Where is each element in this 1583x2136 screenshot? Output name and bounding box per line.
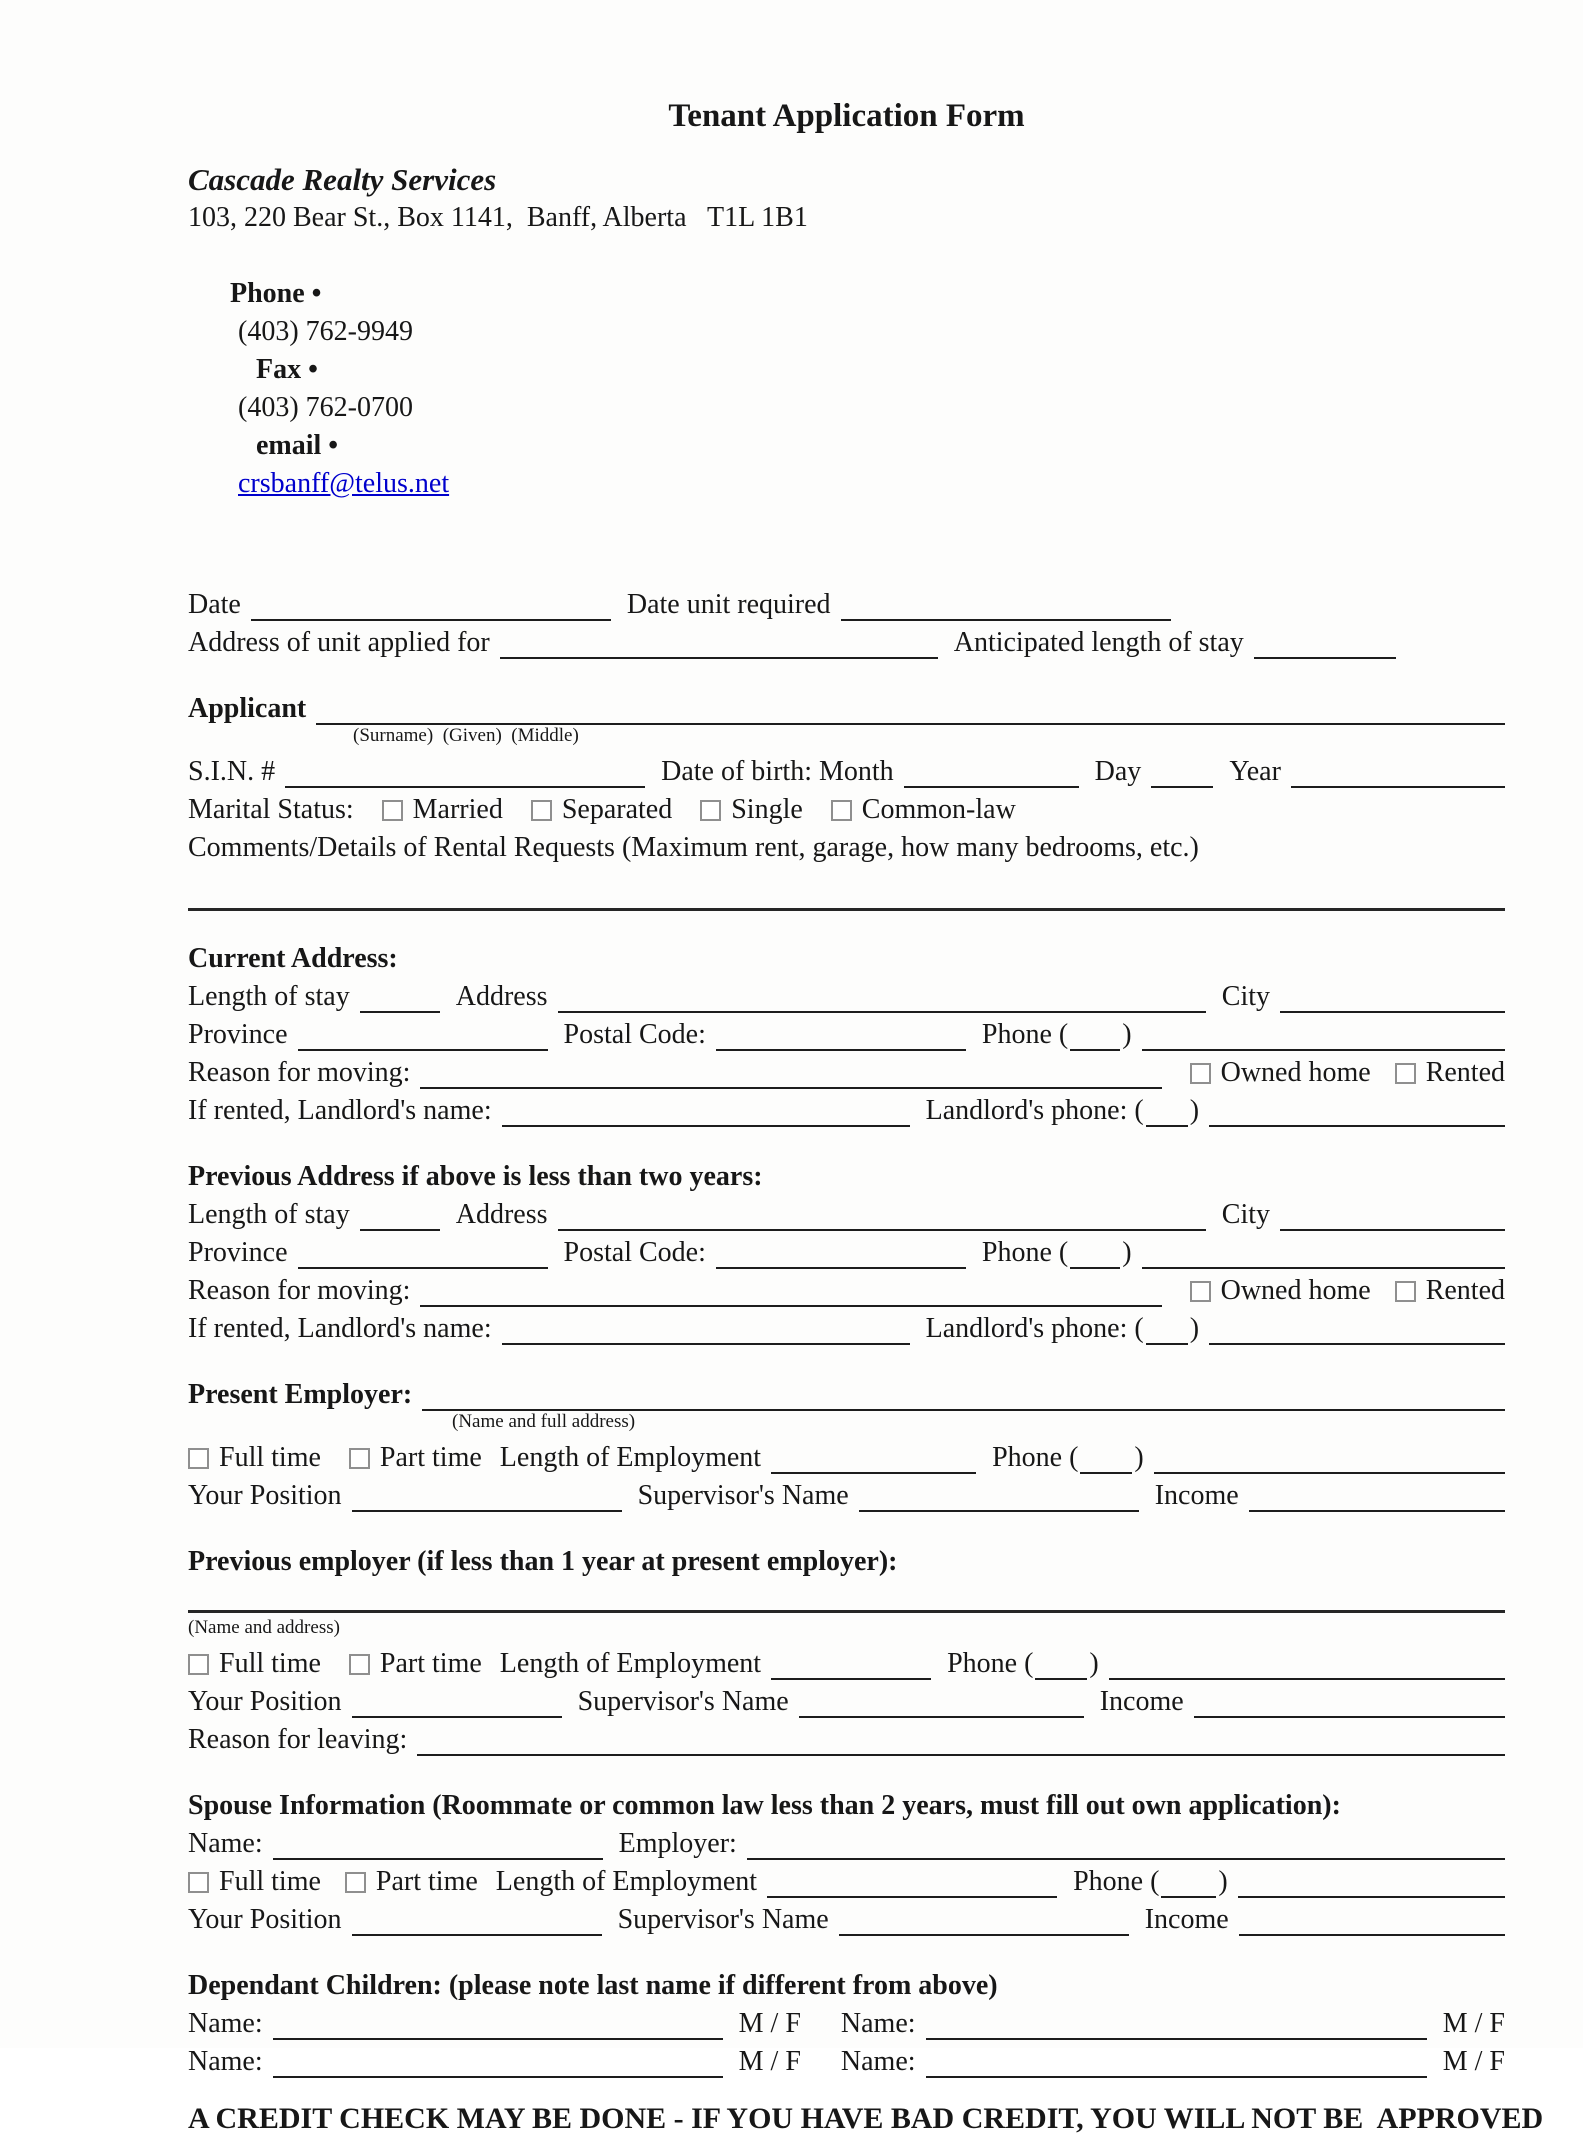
date-label: Date: [188, 589, 241, 620]
previous-province-line: [298, 1241, 548, 1269]
email-label: email •: [256, 430, 339, 461]
city-label: City: [1221, 981, 1270, 1012]
previous-work-area-line: [1035, 1652, 1087, 1680]
marital-status-label: Marital Status:: [188, 794, 354, 825]
full-time-label: Full time: [219, 1866, 321, 1897]
email-link[interactable]: crsbanff@telus.net: [238, 468, 450, 499]
present-income-line: [1249, 1484, 1505, 1512]
present-employer-line: [422, 1383, 1505, 1411]
owned-home-label: Owned home: [1220, 1275, 1371, 1306]
current-address-row-1: [188, 975, 1505, 1013]
previous-rented-checkbox: [1395, 1281, 1416, 1302]
previous-landlord-paren: ): [1189, 1313, 1200, 1344]
child-name-label: Name:: [188, 2008, 263, 2039]
spouse-employer-line: [747, 1832, 1505, 1860]
part-time-label: Part time: [379, 1442, 482, 1473]
spouse-employer-label: Employer:: [618, 1828, 737, 1859]
company-address: 103, 220 Bear St., Box 1141, Banff, Alberta T1L 1B1: [188, 202, 808, 233]
current-landlord-area-line: [1146, 1099, 1188, 1127]
phone-label: Phone •: [230, 278, 322, 309]
landlord-name-label: If rented, Landlord's name:: [188, 1313, 492, 1344]
landlord-name-label: If rented, Landlord's name:: [188, 1095, 492, 1126]
spouse-position-line: [352, 1908, 602, 1936]
phone-value: (403) 762-9949: [238, 316, 413, 347]
present-employer-hint: (Name and full address): [452, 1411, 636, 1432]
current-landlord-paren: ): [1189, 1095, 1200, 1126]
current-address-section: [188, 937, 1505, 1127]
marital-status-row: [188, 788, 1505, 826]
present-employer-hint-row: [188, 1411, 1505, 1436]
full-time-label: Full time: [219, 1442, 321, 1473]
child-gender-label: M / F: [738, 2008, 801, 2039]
spouse-income-line: [1239, 1908, 1505, 1936]
your-position-label: Your Position: [188, 1904, 342, 1935]
date-unit-required-line: [841, 593, 1171, 621]
present-part-time-checkbox: [349, 1448, 370, 1469]
previous-landlord-name-line: [502, 1317, 910, 1345]
date-line: [251, 593, 611, 621]
applicant-name-hint-row: [188, 725, 1505, 750]
previous-length-line: [360, 1203, 440, 1231]
spouse-work-phone-paren: ): [1218, 1866, 1228, 1897]
current-rented-checkbox: [1395, 1063, 1416, 1084]
previous-position-line: [352, 1690, 562, 1718]
address-label: Address: [455, 1199, 548, 1230]
applicant-name-hint: (Surname) (Given) (Middle): [353, 725, 579, 746]
reason-for-leaving-label: Reason for leaving:: [188, 1724, 408, 1755]
children-row-2: [188, 2040, 1505, 2078]
spouse-work-area-line: [1161, 1870, 1216, 1898]
present-employer-section: [188, 1373, 1505, 1512]
unit-address-row: [188, 621, 1505, 659]
income-label: Income: [1154, 1480, 1239, 1511]
part-time-label: Part time: [375, 1866, 478, 1897]
income-label: Income: [1099, 1686, 1184, 1717]
married-label: Married: [412, 794, 503, 825]
present-work-phone-paren: ): [1134, 1442, 1144, 1473]
separated-checkbox: [531, 800, 552, 821]
income-label: Income: [1144, 1904, 1229, 1935]
unit-address-label: Address of unit applied for: [188, 627, 490, 658]
previous-address-line: [558, 1203, 1206, 1231]
your-position-label: Your Position: [188, 1480, 342, 1511]
length-of-employment-label: Length of Employment: [495, 1866, 758, 1897]
previous-full-time-checkbox: [188, 1654, 209, 1675]
previous-phone-label: Phone (: [981, 1237, 1069, 1268]
date-row: [188, 583, 1505, 621]
previous-work-phone-line: [1109, 1652, 1505, 1680]
present-length-employment-line: [771, 1446, 976, 1474]
full-time-label: Full time: [219, 1648, 321, 1679]
previous-address-heading: Previous Address if above is less than two years:: [188, 1161, 763, 1192]
child-1-name-line: [273, 2012, 723, 2040]
previous-income-line: [1194, 1690, 1505, 1718]
document-content: [188, 0, 1544, 2136]
reason-for-moving-label: Reason for moving:: [188, 1275, 411, 1306]
child-gender-label: M / F: [1442, 2008, 1505, 2039]
child-name-label: Name:: [840, 2046, 916, 2077]
previous-city-line: [1280, 1203, 1505, 1231]
present-work-area-line: [1080, 1446, 1132, 1474]
current-phone-paren: ): [1122, 1019, 1132, 1050]
owned-home-label: Owned home: [1220, 1057, 1371, 1088]
province-label: Province: [188, 1237, 288, 1268]
previous-supervisor-line: [799, 1690, 1084, 1718]
present-supervisor-line: [859, 1484, 1139, 1512]
child-name-label: Name:: [188, 2046, 263, 2077]
current-phone-label: Phone (: [981, 1019, 1069, 1050]
single-checkbox: [700, 800, 721, 821]
sin-label: S.I.N. #: [188, 756, 276, 787]
current-postal-line: [716, 1023, 966, 1051]
previous-address-row-1: [188, 1193, 1505, 1231]
page-title: Tenant Application Form: [668, 98, 1025, 134]
child-2-name-line: [926, 2012, 1427, 2040]
postal-code-label: Postal Code:: [563, 1019, 706, 1050]
present-employer-heading: Present Employer:: [188, 1379, 413, 1410]
child-3-name-line: [273, 2050, 723, 2078]
applicant-name-row: [188, 687, 1505, 725]
current-landlord-name-line: [502, 1099, 910, 1127]
rented-label: Rented: [1425, 1275, 1505, 1306]
your-position-label: Your Position: [188, 1686, 342, 1717]
current-address-heading-row: [188, 937, 1505, 975]
child-4-name-line: [926, 2050, 1427, 2078]
credit-check-notice: A CREDIT CHECK MAY BE DONE - IF YOU HAVE BAD CREDIT, YOU WILL NOT BE APPROVED: [188, 2102, 1544, 2135]
previous-length-employment-line: [771, 1652, 931, 1680]
previous-work-phone-paren: ): [1089, 1648, 1099, 1679]
current-address-row-4: [188, 1089, 1505, 1127]
date-unit-required-label: Date unit required: [626, 589, 831, 620]
previous-area-code-line: [1070, 1241, 1120, 1269]
anticipated-stay-label: Anticipated length of stay: [953, 627, 1244, 658]
province-label: Province: [188, 1019, 288, 1050]
current-area-code-line: [1070, 1023, 1120, 1051]
previous-part-time-checkbox: [349, 1654, 370, 1675]
length-of-employment-label: Length of Employment: [499, 1648, 762, 1679]
spouse-employment-type-row: [188, 1860, 1505, 1898]
children-heading-row: [188, 1964, 1505, 2002]
current-address-heading: Current Address:: [188, 943, 398, 974]
previous-employer-heading-row: [188, 1540, 1505, 1578]
company-contact-line: [188, 237, 1505, 541]
length-of-employment-label: Length of Employment: [499, 1442, 762, 1473]
fax-label: Fax •: [256, 354, 318, 385]
present-position-line: [352, 1484, 622, 1512]
previous-postal-line: [716, 1241, 966, 1269]
sin-line: [285, 760, 645, 788]
previous-address-row-3: [188, 1269, 1505, 1307]
spouse-full-time-checkbox: [188, 1872, 209, 1893]
spouse-name-line: [273, 1832, 603, 1860]
spouse-section: [188, 1784, 1505, 1936]
reason-for-moving-label: Reason for moving:: [188, 1057, 411, 1088]
previous-position-row: [188, 1680, 1505, 1718]
previous-address-heading-row: [188, 1155, 1505, 1193]
previous-employment-type-row: [188, 1642, 1505, 1680]
fax-value: (403) 762-0700: [238, 392, 413, 423]
postal-code-label: Postal Code:: [563, 1237, 706, 1268]
previous-employer-heading: Previous employer (if less than 1 year at present employer):: [188, 1546, 898, 1577]
married-checkbox: [382, 800, 403, 821]
spouse-heading: Spouse Information (Roommate or common law less than 2 years, must fill out own application):: [188, 1790, 1341, 1821]
reason-for-leaving-row: [188, 1718, 1505, 1756]
dob-month-label: Date of birth: Month: [661, 756, 894, 787]
present-position-row: [188, 1474, 1505, 1512]
current-address-row-2: [188, 1013, 1505, 1051]
current-address-row-3: [188, 1051, 1505, 1089]
dob-day-line: [1151, 760, 1213, 788]
address-label: Address: [455, 981, 548, 1012]
applicant-section: [188, 687, 1505, 911]
length-of-stay-label: Length of stay: [188, 981, 350, 1012]
previous-landlord-phone-line: [1209, 1317, 1505, 1345]
anticipated-stay-line: [1254, 631, 1396, 659]
spouse-position-row: [188, 1898, 1505, 1936]
landlord-phone-label: Landlord's phone: (: [925, 1313, 1144, 1344]
children-heading: Dependant Children: (please note last name if different from above): [188, 1970, 998, 2001]
spouse-heading-row: [188, 1784, 1505, 1822]
common-law-checkbox: [831, 800, 852, 821]
previous-address-row-4: [188, 1307, 1505, 1345]
current-length-line: [360, 985, 440, 1013]
children-section: [188, 1964, 1505, 2078]
rented-label: Rented: [1425, 1057, 1505, 1088]
present-employment-type-row: [188, 1436, 1505, 1474]
supervisors-name-label: Supervisor's Name: [577, 1686, 789, 1717]
child-gender-label: M / F: [1442, 2046, 1505, 2077]
applicant-heading: Applicant: [188, 693, 307, 724]
previous-phone-line: [1142, 1241, 1505, 1269]
common-law-label: Common-law: [861, 794, 1016, 825]
dob-year-line: [1291, 760, 1505, 788]
spouse-length-employment-line: [767, 1870, 1057, 1898]
spouse-part-time-checkbox: [345, 1872, 366, 1893]
length-of-stay-label: Length of stay: [188, 1199, 350, 1230]
previous-owned-home-checkbox: [1190, 1281, 1211, 1302]
comments-line: [188, 908, 1505, 911]
current-phone-line: [1142, 1023, 1505, 1051]
dob-day-label: Day: [1094, 756, 1142, 787]
present-employer-heading-row: [188, 1373, 1505, 1411]
present-full-time-checkbox: [188, 1448, 209, 1469]
supervisors-name-label: Supervisor's Name: [617, 1904, 829, 1935]
comments-row: [188, 826, 1505, 864]
comments-label: Comments/Details of Rental Requests (Maximum rent, garage, how many bedrooms, etc.): [188, 832, 1199, 863]
spouse-supervisor-line: [839, 1908, 1129, 1936]
previous-work-phone-label: Phone (: [947, 1648, 1034, 1679]
spouse-name-label: Name:: [188, 1828, 263, 1859]
separated-label: Separated: [561, 794, 673, 825]
city-label: City: [1221, 1199, 1270, 1230]
sin-dob-row: [188, 750, 1505, 788]
company-name: Cascade Realty Services: [188, 162, 497, 197]
current-reason-line: [420, 1061, 1161, 1089]
child-name-label: Name:: [840, 2008, 916, 2039]
unit-address-line: [500, 631, 938, 659]
present-work-phone-line: [1154, 1446, 1505, 1474]
current-province-line: [298, 1023, 548, 1051]
spouse-name-row: [188, 1822, 1505, 1860]
applicant-name-line: [316, 697, 1505, 725]
previous-employer-hint-row: [188, 1617, 1505, 1642]
previous-reason-line: [420, 1279, 1161, 1307]
previous-landlord-area-line: [1146, 1317, 1188, 1345]
current-city-line: [1280, 985, 1505, 1013]
spouse-work-phone-label: Phone (: [1073, 1866, 1160, 1897]
previous-phone-paren: ): [1122, 1237, 1132, 1268]
previous-address-row-2: [188, 1231, 1505, 1269]
child-gender-label: M / F: [738, 2046, 801, 2077]
dob-year-label: Year: [1229, 756, 1281, 787]
current-owned-home-checkbox: [1190, 1063, 1211, 1084]
supervisors-name-label: Supervisor's Name: [637, 1480, 849, 1511]
previous-address-section: [188, 1155, 1505, 1345]
present-work-phone-label: Phone (: [992, 1442, 1079, 1473]
spouse-work-phone-line: [1238, 1870, 1505, 1898]
current-landlord-phone-line: [1209, 1099, 1505, 1127]
current-address-line: [558, 985, 1206, 1013]
previous-employer-line: [188, 1610, 1505, 1613]
children-row-1: [188, 2002, 1505, 2040]
landlord-phone-label: Landlord's phone: (: [925, 1095, 1144, 1126]
reason-for-leaving-line: [417, 1728, 1505, 1756]
dob-month-line: [904, 760, 1079, 788]
previous-employer-hint: (Name and address): [188, 1617, 340, 1638]
part-time-label: Part time: [379, 1648, 482, 1679]
single-label: Single: [731, 794, 803, 825]
previous-employer-section: [188, 1540, 1505, 1756]
